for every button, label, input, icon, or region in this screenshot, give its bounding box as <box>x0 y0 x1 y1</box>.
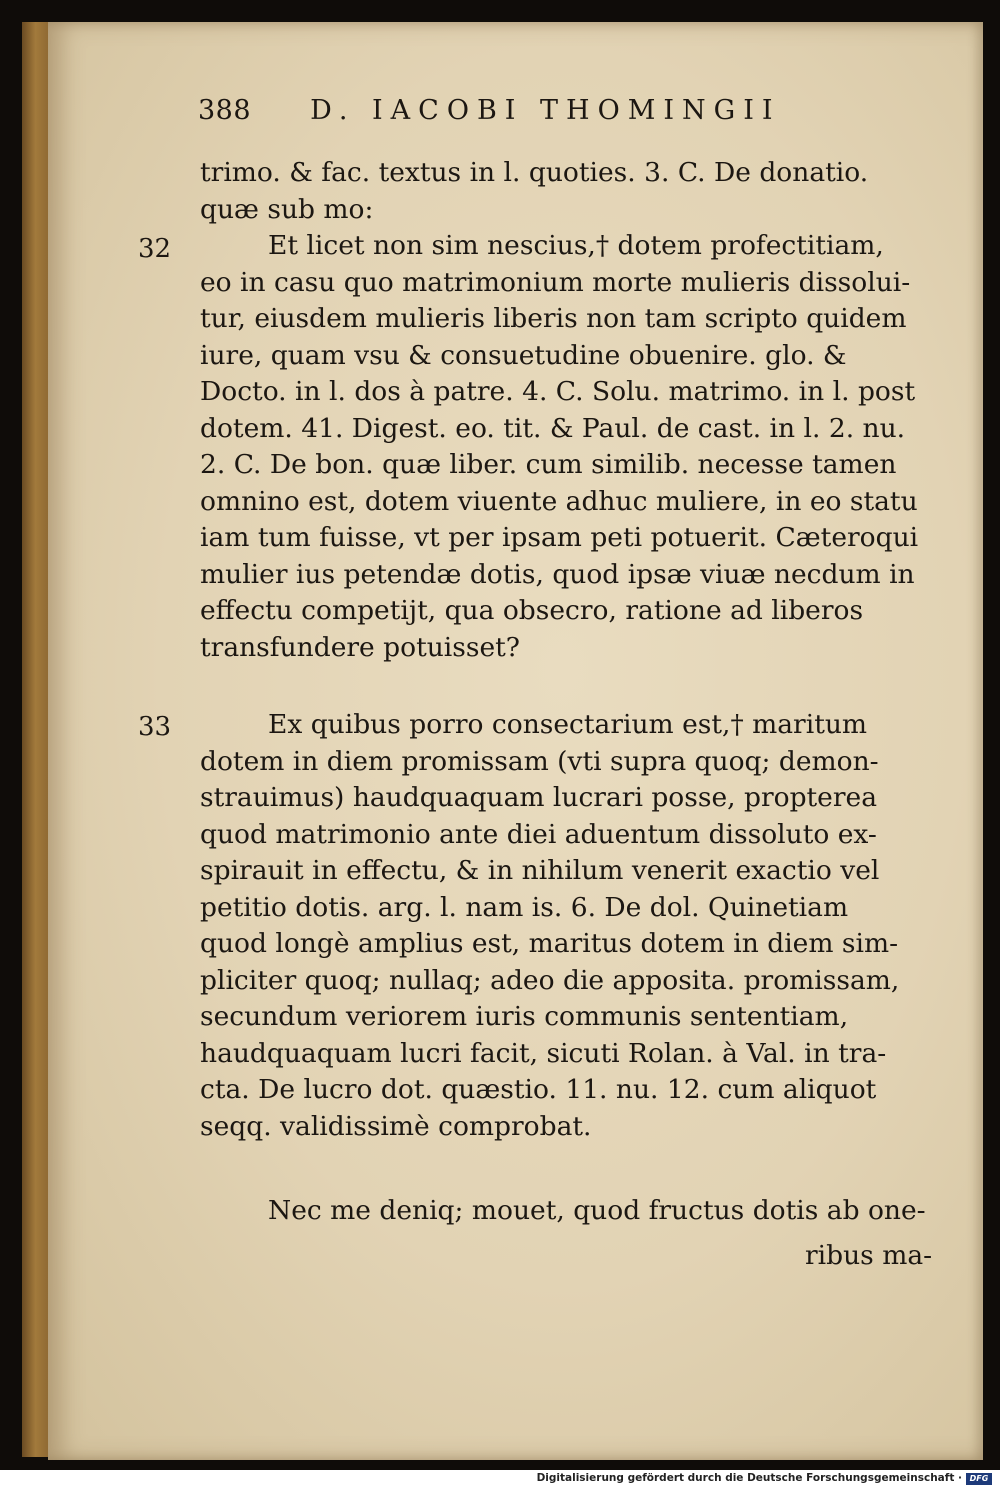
text-line: haudquaquam lucri facit, sicuti Rolan. à Val. in tra- <box>200 1037 887 1069</box>
margin-number-32: 32 <box>138 234 172 264</box>
text-line: iure, quam vsu & consuetudine obuenire. glo. & <box>200 339 847 371</box>
page-number: 388 <box>198 95 252 126</box>
text-line: Ex quibus porro consectarium est,† maritum <box>268 709 868 740</box>
text-line: quod longè amplius est, maritus dotem in diem sim- <box>200 928 899 959</box>
running-title: D. IACOBI THOMINGII <box>310 95 781 126</box>
text-line: dotem in diem promissam (vti supra quoq; demon- <box>200 745 879 777</box>
text-line: quod matrimonio ante diei aduentum dissoluto ex- <box>200 818 877 850</box>
text-line: seqq. validissimè comprobat. <box>200 1110 592 1142</box>
text-line: pliciter quoq; nullaq; adeo die apposita. promissam, <box>200 964 900 996</box>
page-header <box>198 95 781 126</box>
text-line: eo in casu quo matrimonium morte mulieris dissolui- <box>200 266 911 298</box>
text-line: omnino est, dotem viuente adhuc muliere, in eo statu <box>200 485 918 517</box>
text-line: Nec me deniq; mouet, quod fructus dotis ab one- <box>268 1195 926 1226</box>
text-line: mulier ius petendæ dotis, quod ipsæ viuæ necdum in <box>200 558 915 590</box>
text-line: trimo. & fac. textus in l. quoties. 3. C. De donatio. <box>200 157 869 188</box>
text-line: cta. De lucro dot. quæstio. 11. nu. 12. cum aliquot <box>200 1074 877 1105</box>
text-line: transfundere potuisset? <box>200 631 520 663</box>
text-line: Et licet non sim nescius,† dotem profectitiam, <box>268 230 884 261</box>
text-line: spirauit in effectu, & in nihilum venerit exactio vel <box>200 855 880 886</box>
text-line: iam tum fuisse, vt per ipsam peti potuerit. Cæteroqui <box>200 522 919 553</box>
paragraph-1 <box>200 155 868 228</box>
text-line: petitio dotis. arg. l. nam is. 6. De dol. Quinetiam <box>200 891 849 923</box>
dfg-logo[interactable]: DFG <box>966 1473 992 1485</box>
text-line: secundum veriorem iuris communis sententiam, <box>200 1001 849 1032</box>
text-line: effectu competijt, qua obsecro, ratione ad liberos <box>200 595 864 626</box>
paragraph-2 <box>200 228 918 666</box>
text-line: dotem. 41. Digest. eo. tit. & Paul. de cast. in l. 2. nu. <box>200 412 906 444</box>
footer-bar <box>0 1470 1000 1489</box>
catchword: ribus ma- <box>805 1240 933 1271</box>
text-line: 2. C. De bon. quæ liber. cum similib. necesse tamen <box>200 449 897 480</box>
funding-note: Digitalisierung gefördert durch die Deutsche Forschungsgemeinschaft · <box>536 1472 962 1484</box>
text-line: quæ sub mo: <box>200 193 374 225</box>
paragraph-3 <box>200 707 899 1145</box>
text-line: strauimus) haudquaquam lucrari posse, propterea <box>200 782 878 813</box>
margin-number-33: 33 <box>138 712 172 742</box>
text-line: tur, eiusdem mulieris liberis non tam scripto quidem <box>200 303 907 334</box>
paragraph-4 <box>200 1193 926 1230</box>
text-line: Docto. in l. dos à patre. 4. C. Solu. matrimo. in l. post <box>200 376 916 407</box>
